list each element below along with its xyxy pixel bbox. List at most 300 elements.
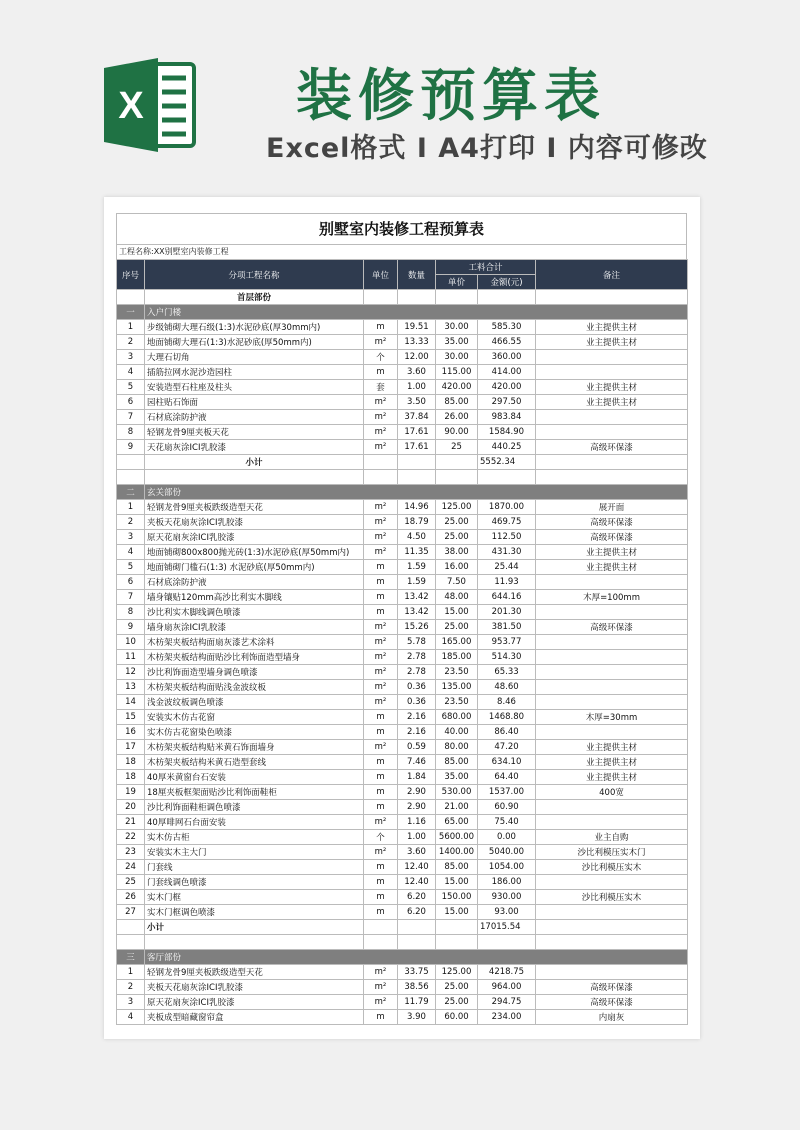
row-note[interactable] xyxy=(536,410,688,425)
row-note[interactable] xyxy=(536,665,688,680)
row-unit[interactable]: m xyxy=(364,905,398,920)
row-unit[interactable]: 个 xyxy=(364,830,398,845)
row-unit[interactable]: m xyxy=(364,860,398,875)
row-note[interactable]: 业主提供主材 xyxy=(536,335,688,350)
row-unit[interactable]: m xyxy=(364,755,398,770)
row-no[interactable]: 18 xyxy=(117,755,145,770)
row-no[interactable]: 5 xyxy=(117,560,145,575)
row-price[interactable]: 185.00 xyxy=(436,650,478,665)
row-price[interactable]: 420.00 xyxy=(436,380,478,395)
row-amount[interactable]: 8.46 xyxy=(478,695,536,710)
row-note[interactable] xyxy=(536,575,688,590)
row-name[interactable]: 园柱贴石饰面 xyxy=(145,395,364,410)
row-unit[interactable]: m xyxy=(364,890,398,905)
row-amount[interactable]: 585.30 xyxy=(478,320,536,335)
row-note[interactable] xyxy=(536,650,688,665)
row-note[interactable]: 沙比利模压实木 xyxy=(536,860,688,875)
row-price[interactable]: 21.00 xyxy=(436,800,478,815)
row-no[interactable]: 6 xyxy=(117,395,145,410)
row-note[interactable]: 沙比利模压实木门 xyxy=(536,845,688,860)
row-no[interactable]: 27 xyxy=(117,905,145,920)
row-name[interactable]: 门套线 xyxy=(145,860,364,875)
row-no[interactable]: 14 xyxy=(117,695,145,710)
row-amount[interactable]: 25.44 xyxy=(478,560,536,575)
row-amount[interactable]: 420.00 xyxy=(478,380,536,395)
row-name[interactable]: 地面铺砌800x800抛光砖(1:3)水泥砂底(厚50mm内) xyxy=(145,545,364,560)
row-unit[interactable]: m² xyxy=(364,335,398,350)
row-note[interactable]: 沙比利模压实木 xyxy=(536,890,688,905)
row-amount[interactable]: 0.00 xyxy=(478,830,536,845)
row-no[interactable]: 3 xyxy=(117,530,145,545)
row-note[interactable] xyxy=(536,350,688,365)
row-price[interactable]: 38.00 xyxy=(436,545,478,560)
row-qty[interactable]: 2.78 xyxy=(398,665,436,680)
row-name[interactable]: 夹板天花扇灰涂ICI乳胶漆 xyxy=(145,980,364,995)
row-qty[interactable]: 12.40 xyxy=(398,875,436,890)
row-qty[interactable]: 33.75 xyxy=(398,965,436,980)
row-note[interactable]: 业主提供主材 xyxy=(536,545,688,560)
row-no[interactable]: 17 xyxy=(117,740,145,755)
row-price[interactable]: 30.00 xyxy=(436,350,478,365)
row-note[interactable] xyxy=(536,635,688,650)
row-note[interactable] xyxy=(536,725,688,740)
row-unit[interactable]: m² xyxy=(364,515,398,530)
row-price[interactable]: 125.00 xyxy=(436,500,478,515)
empty-cell[interactable] xyxy=(117,470,145,485)
floor-label[interactable]: 首层部份 xyxy=(145,290,364,305)
row-no[interactable]: 19 xyxy=(117,785,145,800)
row-amount[interactable]: 294.75 xyxy=(478,995,536,1010)
row-qty[interactable]: 2.90 xyxy=(398,800,436,815)
empty-cell[interactable] xyxy=(398,470,436,485)
row-amount[interactable]: 11.93 xyxy=(478,575,536,590)
row-qty[interactable]: 11.35 xyxy=(398,545,436,560)
row-price[interactable]: 85.00 xyxy=(436,395,478,410)
row-unit[interactable]: m xyxy=(364,800,398,815)
row-price[interactable]: 35.00 xyxy=(436,770,478,785)
row-qty[interactable]: 11.79 xyxy=(398,995,436,1010)
row-qty[interactable]: 14.96 xyxy=(398,500,436,515)
row-price[interactable]: 48.00 xyxy=(436,590,478,605)
row-no[interactable]: 24 xyxy=(117,860,145,875)
row-amount[interactable]: 1584.90 xyxy=(478,425,536,440)
row-unit[interactable]: m² xyxy=(364,635,398,650)
row-qty[interactable]: 7.46 xyxy=(398,755,436,770)
row-unit[interactable]: m² xyxy=(364,740,398,755)
subtotal-amount[interactable]: 5552.34 xyxy=(478,455,536,470)
row-amount[interactable]: 1468.80 xyxy=(478,710,536,725)
row-name[interactable]: 实木门框调色喷漆 xyxy=(145,905,364,920)
row-qty[interactable]: 1.59 xyxy=(398,560,436,575)
section-name[interactable]: 入户门楼 xyxy=(145,305,688,320)
row-no[interactable]: 7 xyxy=(117,410,145,425)
row-note[interactable] xyxy=(536,365,688,380)
row-unit[interactable]: m² xyxy=(364,395,398,410)
row-name[interactable]: 夹板成型暗藏窗帘盒 xyxy=(145,1010,364,1025)
row-amount[interactable]: 469.75 xyxy=(478,515,536,530)
row-qty[interactable]: 3.50 xyxy=(398,395,436,410)
row-amount[interactable]: 48.60 xyxy=(478,680,536,695)
row-amount[interactable]: 634.10 xyxy=(478,755,536,770)
empty-cell[interactable] xyxy=(117,935,145,950)
row-note[interactable]: 木厚=100mm xyxy=(536,590,688,605)
row-no[interactable]: 9 xyxy=(117,440,145,455)
row-amount[interactable]: 201.30 xyxy=(478,605,536,620)
row-qty[interactable]: 37.84 xyxy=(398,410,436,425)
row-price[interactable]: 90.00 xyxy=(436,425,478,440)
row-unit[interactable]: m² xyxy=(364,995,398,1010)
row-note[interactable] xyxy=(536,965,688,980)
row-amount[interactable]: 360.00 xyxy=(478,350,536,365)
subtotal-label[interactable]: 小计 xyxy=(145,920,364,935)
row-price[interactable]: 7.50 xyxy=(436,575,478,590)
row-price[interactable]: 25.00 xyxy=(436,515,478,530)
row-note[interactable]: 高级环保漆 xyxy=(536,440,688,455)
row-qty[interactable]: 6.20 xyxy=(398,890,436,905)
row-qty[interactable]: 17.61 xyxy=(398,440,436,455)
row-price[interactable]: 150.00 xyxy=(436,890,478,905)
row-price[interactable]: 60.00 xyxy=(436,1010,478,1025)
row-qty[interactable]: 6.20 xyxy=(398,905,436,920)
section-number[interactable]: 三 xyxy=(117,950,145,965)
row-name[interactable]: 步级铺砌大理石级(1:3)水泥砂底(厚30mm内) xyxy=(145,320,364,335)
row-unit[interactable]: m² xyxy=(364,665,398,680)
row-note[interactable]: 业主提供主材 xyxy=(536,320,688,335)
row-amount[interactable]: 4218.75 xyxy=(478,965,536,980)
row-name[interactable]: 木枋架夹板结构面贴沙比利饰面造型墙身 xyxy=(145,650,364,665)
row-amount[interactable]: 930.00 xyxy=(478,890,536,905)
row-unit[interactable]: 个 xyxy=(364,350,398,365)
row-amount[interactable]: 1537.00 xyxy=(478,785,536,800)
row-name[interactable]: 石材底涂防护液 xyxy=(145,410,364,425)
row-amount[interactable]: 64.40 xyxy=(478,770,536,785)
row-price[interactable]: 85.00 xyxy=(436,860,478,875)
row-price[interactable]: 25.00 xyxy=(436,620,478,635)
row-qty[interactable]: 2.16 xyxy=(398,725,436,740)
row-price[interactable]: 65.00 xyxy=(436,815,478,830)
row-qty[interactable]: 1.59 xyxy=(398,575,436,590)
row-unit[interactable]: m xyxy=(364,875,398,890)
row-amount[interactable]: 234.00 xyxy=(478,1010,536,1025)
row-note[interactable] xyxy=(536,425,688,440)
row-qty[interactable]: 2.78 xyxy=(398,650,436,665)
row-note[interactable]: 业主提供主材 xyxy=(536,560,688,575)
row-unit[interactable]: m² xyxy=(364,545,398,560)
row-name[interactable]: 沙比利实木脚线调色喷漆 xyxy=(145,605,364,620)
row-no[interactable]: 16 xyxy=(117,725,145,740)
row-unit[interactable]: m² xyxy=(364,980,398,995)
section-number[interactable]: 二 xyxy=(117,485,145,500)
empty-cell[interactable] xyxy=(436,935,478,950)
empty-cell[interactable] xyxy=(436,920,478,935)
row-note[interactable]: 内扇灰 xyxy=(536,1010,688,1025)
row-qty[interactable]: 1.00 xyxy=(398,380,436,395)
row-unit[interactable]: m² xyxy=(364,680,398,695)
row-name[interactable]: 40厚米黄窗台石安装 xyxy=(145,770,364,785)
row-unit[interactable]: m² xyxy=(364,440,398,455)
row-name[interactable]: 安装实木主大门 xyxy=(145,845,364,860)
row-qty[interactable]: 2.90 xyxy=(398,785,436,800)
row-name[interactable]: 实木仿古柜 xyxy=(145,830,364,845)
empty-cell[interactable] xyxy=(536,290,688,305)
row-name[interactable]: 安装实木仿古花窗 xyxy=(145,710,364,725)
row-no[interactable]: 13 xyxy=(117,680,145,695)
empty-cell[interactable] xyxy=(145,935,364,950)
row-name[interactable]: 沙比利饰面造型墙身调色喷漆 xyxy=(145,665,364,680)
section-name[interactable]: 客厅部份 xyxy=(145,950,688,965)
row-amount[interactable]: 440.25 xyxy=(478,440,536,455)
row-note[interactable]: 木厚=30mm xyxy=(536,710,688,725)
row-no[interactable]: 8 xyxy=(117,605,145,620)
row-no[interactable]: 8 xyxy=(117,425,145,440)
row-name[interactable]: 沙比利饰面鞋柜调色喷漆 xyxy=(145,800,364,815)
empty-cell[interactable] xyxy=(536,920,688,935)
row-no[interactable]: 22 xyxy=(117,830,145,845)
row-amount[interactable]: 297.50 xyxy=(478,395,536,410)
row-no[interactable]: 9 xyxy=(117,620,145,635)
row-unit[interactable]: m xyxy=(364,560,398,575)
row-no[interactable]: 4 xyxy=(117,365,145,380)
row-unit[interactable]: m xyxy=(364,710,398,725)
empty-cell[interactable] xyxy=(117,920,145,935)
row-amount[interactable]: 112.50 xyxy=(478,530,536,545)
empty-cell[interactable] xyxy=(536,455,688,470)
row-no[interactable]: 1 xyxy=(117,320,145,335)
row-note[interactable]: 高级环保漆 xyxy=(536,515,688,530)
row-qty[interactable]: 2.16 xyxy=(398,710,436,725)
row-no[interactable]: 21 xyxy=(117,815,145,830)
empty-cell[interactable] xyxy=(364,290,398,305)
empty-cell[interactable] xyxy=(478,290,536,305)
row-price[interactable]: 25.00 xyxy=(436,980,478,995)
row-qty[interactable]: 3.60 xyxy=(398,365,436,380)
row-name[interactable]: 木枋架夹板结构贴米黄石饰面墙身 xyxy=(145,740,364,755)
row-note[interactable]: 业主提供主材 xyxy=(536,380,688,395)
empty-cell[interactable] xyxy=(536,470,688,485)
row-no[interactable]: 2 xyxy=(117,335,145,350)
row-note[interactable]: 业主提供主材 xyxy=(536,770,688,785)
row-qty[interactable]: 19.51 xyxy=(398,320,436,335)
row-unit[interactable]: m² xyxy=(364,845,398,860)
row-qty[interactable]: 0.59 xyxy=(398,740,436,755)
row-note[interactable]: 业主自购 xyxy=(536,830,688,845)
row-amount[interactable]: 1870.00 xyxy=(478,500,536,515)
row-price[interactable]: 40.00 xyxy=(436,725,478,740)
empty-cell[interactable] xyxy=(145,470,364,485)
row-price[interactable]: 15.00 xyxy=(436,605,478,620)
row-price[interactable]: 16.00 xyxy=(436,560,478,575)
row-price[interactable]: 80.00 xyxy=(436,740,478,755)
row-qty[interactable]: 5.78 xyxy=(398,635,436,650)
row-note[interactable] xyxy=(536,905,688,920)
row-price[interactable]: 5600.00 xyxy=(436,830,478,845)
row-amount[interactable]: 60.90 xyxy=(478,800,536,815)
row-price[interactable]: 30.00 xyxy=(436,320,478,335)
row-price[interactable]: 115.00 xyxy=(436,365,478,380)
row-no[interactable]: 20 xyxy=(117,800,145,815)
row-unit[interactable]: m xyxy=(364,725,398,740)
row-name[interactable]: 轻钢龙骨9厘夹板跌级造型天花 xyxy=(145,965,364,980)
row-amount[interactable]: 414.00 xyxy=(478,365,536,380)
row-name[interactable]: 实木仿古花窗染色喷漆 xyxy=(145,725,364,740)
row-no[interactable]: 2 xyxy=(117,515,145,530)
row-no[interactable]: 4 xyxy=(117,545,145,560)
row-unit[interactable]: m² xyxy=(364,695,398,710)
row-price[interactable]: 125.00 xyxy=(436,965,478,980)
row-name[interactable]: 门套线调色喷漆 xyxy=(145,875,364,890)
row-price[interactable]: 26.00 xyxy=(436,410,478,425)
row-price[interactable]: 530.00 xyxy=(436,785,478,800)
row-no[interactable]: 12 xyxy=(117,665,145,680)
row-unit[interactable]: m² xyxy=(364,650,398,665)
empty-cell[interactable] xyxy=(536,935,688,950)
row-no[interactable]: 15 xyxy=(117,710,145,725)
row-amount[interactable]: 93.00 xyxy=(478,905,536,920)
row-unit[interactable]: m xyxy=(364,365,398,380)
subtotal-amount[interactable]: 17015.54 xyxy=(478,920,536,935)
row-unit[interactable]: m² xyxy=(364,965,398,980)
row-name[interactable]: 40厚啡网石台面安装 xyxy=(145,815,364,830)
row-amount[interactable]: 1054.00 xyxy=(478,860,536,875)
row-price[interactable]: 25.00 xyxy=(436,530,478,545)
empty-cell[interactable] xyxy=(364,455,398,470)
row-amount[interactable]: 964.00 xyxy=(478,980,536,995)
row-name[interactable]: 木枋架夹板结构米黄石造型套线 xyxy=(145,755,364,770)
row-note[interactable]: 高级环保漆 xyxy=(536,620,688,635)
row-no[interactable]: 1 xyxy=(117,965,145,980)
row-name[interactable]: 安装造型石柱座及柱头 xyxy=(145,380,364,395)
row-qty[interactable]: 38.56 xyxy=(398,980,436,995)
row-price[interactable]: 1400.00 xyxy=(436,845,478,860)
empty-cell[interactable] xyxy=(117,455,145,470)
empty-cell[interactable] xyxy=(398,920,436,935)
row-amount[interactable]: 186.00 xyxy=(478,875,536,890)
section-name[interactable]: 玄关部份 xyxy=(145,485,688,500)
row-name[interactable]: 原天花扇灰涂ICI乳胶漆 xyxy=(145,530,364,545)
empty-cell[interactable] xyxy=(478,470,536,485)
row-unit[interactable]: m xyxy=(364,1010,398,1025)
row-name[interactable]: 墙身镶贴120mm高沙比利实木脚线 xyxy=(145,590,364,605)
row-amount[interactable]: 953.77 xyxy=(478,635,536,650)
empty-cell[interactable] xyxy=(436,290,478,305)
row-qty[interactable]: 15.26 xyxy=(398,620,436,635)
row-name[interactable]: 夹板天花扇灰涂ICI乳胶漆 xyxy=(145,515,364,530)
empty-cell[interactable] xyxy=(398,455,436,470)
row-note[interactable]: 业主提供主材 xyxy=(536,755,688,770)
row-unit[interactable]: m² xyxy=(364,500,398,515)
row-amount[interactable]: 47.20 xyxy=(478,740,536,755)
empty-cell[interactable] xyxy=(436,470,478,485)
empty-cell[interactable] xyxy=(364,470,398,485)
row-amount[interactable]: 381.50 xyxy=(478,620,536,635)
row-price[interactable]: 25.00 xyxy=(436,995,478,1010)
row-name[interactable]: 插筋拉网水泥沙造园柱 xyxy=(145,365,364,380)
row-name[interactable]: 石材底涂防护液 xyxy=(145,575,364,590)
row-amount[interactable]: 983.84 xyxy=(478,410,536,425)
row-amount[interactable]: 644.16 xyxy=(478,590,536,605)
row-price[interactable]: 85.00 xyxy=(436,755,478,770)
row-no[interactable]: 4 xyxy=(117,1010,145,1025)
row-qty[interactable]: 12.00 xyxy=(398,350,436,365)
row-unit[interactable]: m xyxy=(364,590,398,605)
row-no[interactable]: 11 xyxy=(117,650,145,665)
subtotal-label[interactable]: 小计 xyxy=(145,455,364,470)
row-price[interactable]: 23.50 xyxy=(436,695,478,710)
row-no[interactable]: 2 xyxy=(117,980,145,995)
row-qty[interactable]: 0.36 xyxy=(398,695,436,710)
row-name[interactable]: 地面铺砌大理石(1:3)水泥砂底(厚50mm内) xyxy=(145,335,364,350)
row-name[interactable]: 木枋架夹板结构面扇灰漆艺术涂料 xyxy=(145,635,364,650)
row-note[interactable] xyxy=(536,680,688,695)
row-qty[interactable]: 1.00 xyxy=(398,830,436,845)
row-name[interactable]: 18厘夹板框架面贴沙比利饰面鞋柜 xyxy=(145,785,364,800)
row-note[interactable]: 业主提供主材 xyxy=(536,395,688,410)
empty-cell[interactable] xyxy=(398,935,436,950)
row-note[interactable] xyxy=(536,695,688,710)
row-name[interactable]: 轻钢龙骨9厘夹板跌级造型天花 xyxy=(145,500,364,515)
row-amount[interactable]: 75.40 xyxy=(478,815,536,830)
row-unit[interactable]: m xyxy=(364,575,398,590)
row-unit[interactable]: m² xyxy=(364,815,398,830)
row-unit[interactable]: m xyxy=(364,320,398,335)
row-note[interactable]: 展开面 xyxy=(536,500,688,515)
row-price[interactable]: 25 xyxy=(436,440,478,455)
empty-cell[interactable] xyxy=(117,290,145,305)
row-qty[interactable]: 18.79 xyxy=(398,515,436,530)
row-qty[interactable]: 13.42 xyxy=(398,605,436,620)
row-no[interactable]: 23 xyxy=(117,845,145,860)
section-number[interactable]: 一 xyxy=(117,305,145,320)
row-unit[interactable]: m² xyxy=(364,410,398,425)
row-note[interactable]: 高级环保漆 xyxy=(536,995,688,1010)
row-unit[interactable]: 套 xyxy=(364,380,398,395)
empty-cell[interactable] xyxy=(364,920,398,935)
row-amount[interactable]: 514.30 xyxy=(478,650,536,665)
row-qty[interactable]: 13.33 xyxy=(398,335,436,350)
row-amount[interactable]: 5040.00 xyxy=(478,845,536,860)
row-amount[interactable]: 86.40 xyxy=(478,725,536,740)
row-qty[interactable]: 1.84 xyxy=(398,770,436,785)
row-unit[interactable]: m xyxy=(364,770,398,785)
row-unit[interactable]: m xyxy=(364,605,398,620)
row-no[interactable]: 26 xyxy=(117,890,145,905)
row-no[interactable]: 3 xyxy=(117,350,145,365)
row-no[interactable]: 6 xyxy=(117,575,145,590)
row-note[interactable] xyxy=(536,800,688,815)
row-amount[interactable]: 431.30 xyxy=(478,545,536,560)
row-name[interactable]: 实木门框 xyxy=(145,890,364,905)
row-note[interactable] xyxy=(536,605,688,620)
row-qty[interactable]: 3.60 xyxy=(398,845,436,860)
row-unit[interactable]: m² xyxy=(364,620,398,635)
row-qty[interactable]: 3.90 xyxy=(398,1010,436,1025)
row-unit[interactable]: m xyxy=(364,785,398,800)
row-qty[interactable]: 4.50 xyxy=(398,530,436,545)
row-note[interactable]: 高级环保漆 xyxy=(536,530,688,545)
row-no[interactable]: 18 xyxy=(117,770,145,785)
row-price[interactable]: 15.00 xyxy=(436,905,478,920)
row-name[interactable]: 天花扇灰涂ICI乳胶漆 xyxy=(145,440,364,455)
row-unit[interactable]: m² xyxy=(364,425,398,440)
row-no[interactable]: 5 xyxy=(117,380,145,395)
row-no[interactable]: 1 xyxy=(117,500,145,515)
row-name[interactable]: 浅金波纹板调色喷漆 xyxy=(145,695,364,710)
row-qty[interactable]: 0.36 xyxy=(398,680,436,695)
row-price[interactable]: 165.00 xyxy=(436,635,478,650)
row-note[interactable] xyxy=(536,875,688,890)
row-no[interactable]: 3 xyxy=(117,995,145,1010)
row-name[interactable]: 地面铺砌门槛石(1:3) 水泥砂底(厚50mm内) xyxy=(145,560,364,575)
